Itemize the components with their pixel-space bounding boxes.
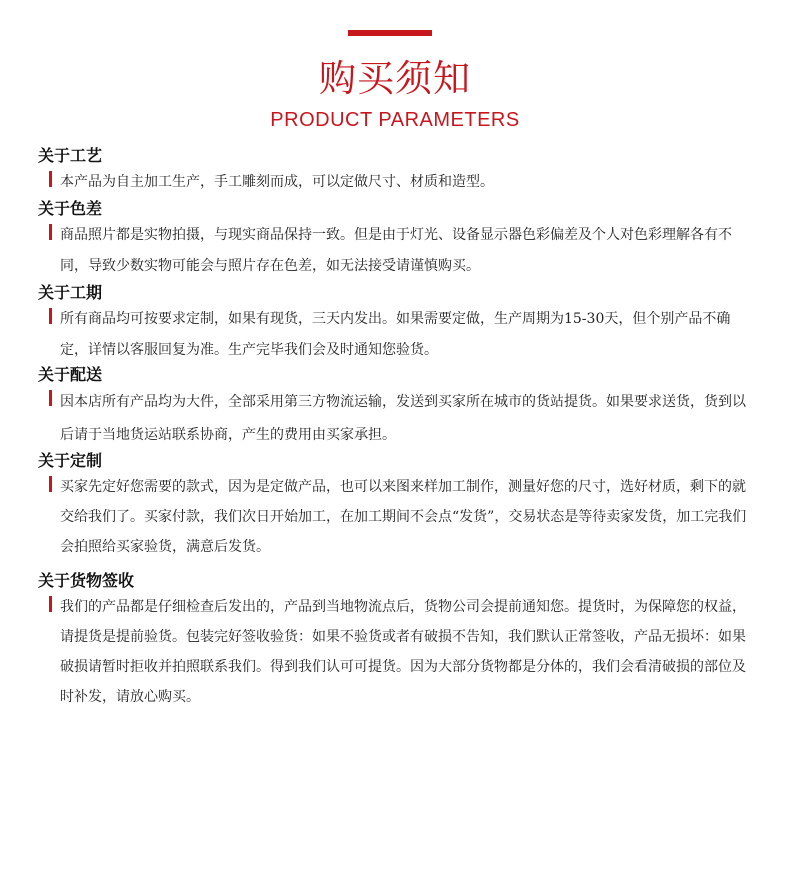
section-delivery [38,364,754,452]
section-body: 商品照片都是实物拍摄，与现实商品保持一致。但是由于灯光、设备显示器色彩偏差及个人对色彩理解各有不同，导致少数实物可能会与照片存在色差，如无法接受请谨慎购买。 [49,220,754,282]
section-craft [38,145,754,197]
section-body: 买家先定好您需要的款式，因为是定做产品，也可以来图来样加工制作，测量好您的尺寸，选好材质，剩下的就交给我们了。买家付款，我们次日开始加工，在加工期间不会点“发货”，交易状态是等待卖家发货，加工完我们会拍照给买家验货，满意后发货。 [49,472,754,562]
section-color-difference [38,198,754,282]
section-goods-receipt [38,570,754,712]
section-body: 我们的产品都是仔细检查后发出的，产品到当地物流点后，货物公司会提前通知您。提货时，为保障您的权益，请提货是提前验货。包装完好签收验货：如果不验货或者有破损不告知，我们默认正常签收，产品无损坏：如果破损请暂时拒收并拍照联系我们。得到我们认可可提货。因为大部分货物都是分体的，我们会看清破损的部位及时补发，请放心购买。 [49,592,754,712]
section-title: 关于色差 [38,199,103,218]
page-title: 购买须知 [319,57,471,100]
section-title: 关于货物签收 [38,571,135,590]
section-body: 所有商品均可按要求定制，如果有现货，三天内发出。如果需要定做，生产周期为15-30天，但个别产品不确定，详情以客服回复为准。生产完毕我们会及时通知您验货。 [49,304,754,366]
section-title: 关于配送 [38,365,103,384]
section-title: 关于定制 [38,451,103,470]
section-body: 因本店所有产品均为大件，全部采用第三方物流运输，发送到买家所在城市的货站提货。如果要求送货，货到以后请于当地货运站联系协商，产生的费用由买家承担。 [49,386,754,452]
section-body: 本产品为自主加工生产，手工雕刻而成，可以定做尺寸、材质和造型。 [49,167,754,197]
section-title: 关于工期 [38,283,103,302]
page-subtitle: PRODUCT PARAMETERS [270,109,520,131]
section-production-period [38,282,754,366]
section-title: 关于工艺 [38,146,103,165]
header-accent-bar [348,30,432,36]
section-customization [38,450,754,562]
